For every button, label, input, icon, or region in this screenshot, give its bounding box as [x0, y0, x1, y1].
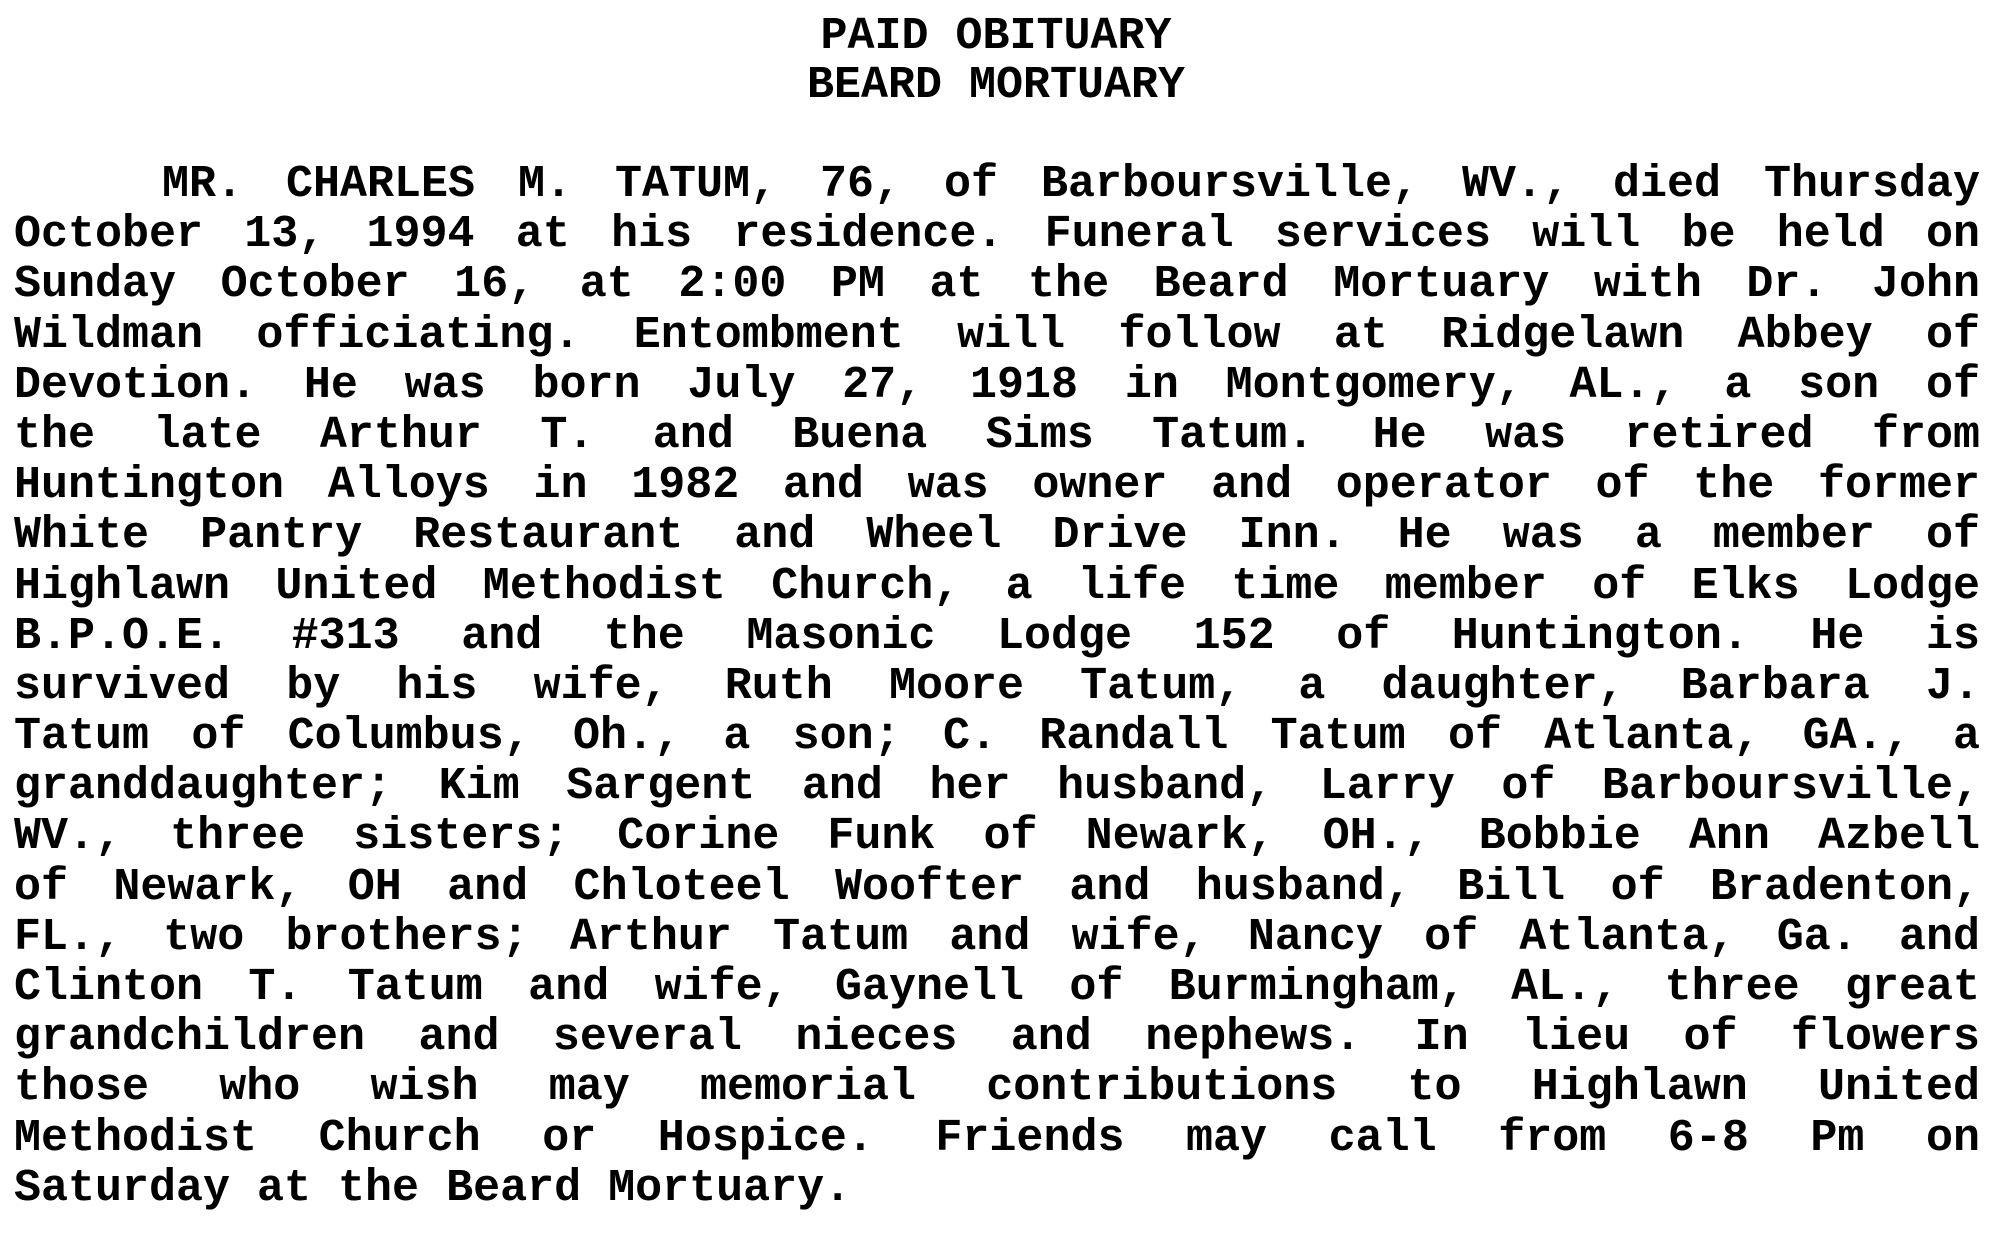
obituary-line: Saturday at the Beard Mortuary. — [14, 1163, 852, 1214]
obituary-line: Methodist Church or Hospice. Friends may call from 6-8 Pm on — [14, 1113, 1980, 1164]
obituary-line: granddaughter; Kim Sargent and her husband, Larry of Barboursville, — [14, 762, 1980, 813]
obituary-line: survived by his wife, Ruth Moore Tatum, a daughter, Barbara J. — [14, 661, 1980, 712]
obituary-line: those who wish may memorial contributions to Highlawn United — [14, 1063, 1980, 1114]
obituary-line: B.P.O.E. #313 and the Masonic Lodge 152 of Huntington. He is — [14, 611, 1980, 662]
obituary-line: Huntington Alloys in 1982 and was owner and operator of the former — [14, 461, 1980, 512]
obituary-line: grandchildren and several nieces and nephews. In lieu of flowers — [14, 1013, 1980, 1064]
obituary-line: Highlawn United Methodist Church, a life time member of Elks Lodge — [14, 561, 1980, 612]
obituary-line: of Newark, OH and Chloteel Woofter and husband, Bill of Bradenton, — [14, 862, 1980, 913]
obituary-line: Wildman officiating. Entombment will follow at Ridgelawn Abbey of — [14, 310, 1980, 361]
obituary-line: Clinton T. Tatum and wife, Gaynell of Burmingham, AL., three great — [14, 963, 1980, 1013]
obituary-line: the late Arthur T. and Buena Sims Tatum. He was retired from — [14, 410, 1980, 461]
obituary-body — [14, 160, 1980, 1214]
obituary-line: WV., three sisters; Corine Funk of Newark, OH., Bobbie Ann Azbell — [14, 812, 1980, 863]
obituary-line: October 13, 1994 at his residence. Funeral services will be held on — [14, 210, 1980, 261]
obituary-line: FL., two brothers; Arthur Tatum and wife, Nancy of Atlanta, Ga. and — [14, 912, 1980, 963]
obituary-line: Sunday October 16, at 2:00 PM at the Beard Mortuary with Dr. John — [14, 260, 1980, 311]
obituary-line: Devotion. He was born July 27, 1918 in Montgomery, AL., a son of — [14, 360, 1980, 411]
obituary-line: White Pantry Restaurant and Wheel Drive Inn. He was a member of — [14, 511, 1980, 562]
obituary-line: MR. CHARLES M. TATUM, 76, of Barboursville, WV., died Thursday — [162, 160, 1980, 210]
page-subtitle: BEARD MORTUARY — [806, 60, 1186, 111]
obituary-line: Tatum of Columbus, Oh., a son; C. Randall Tatum of Atlanta, GA., a — [14, 712, 1980, 763]
page-title: PAID OBITUARY — [820, 11, 1172, 62]
